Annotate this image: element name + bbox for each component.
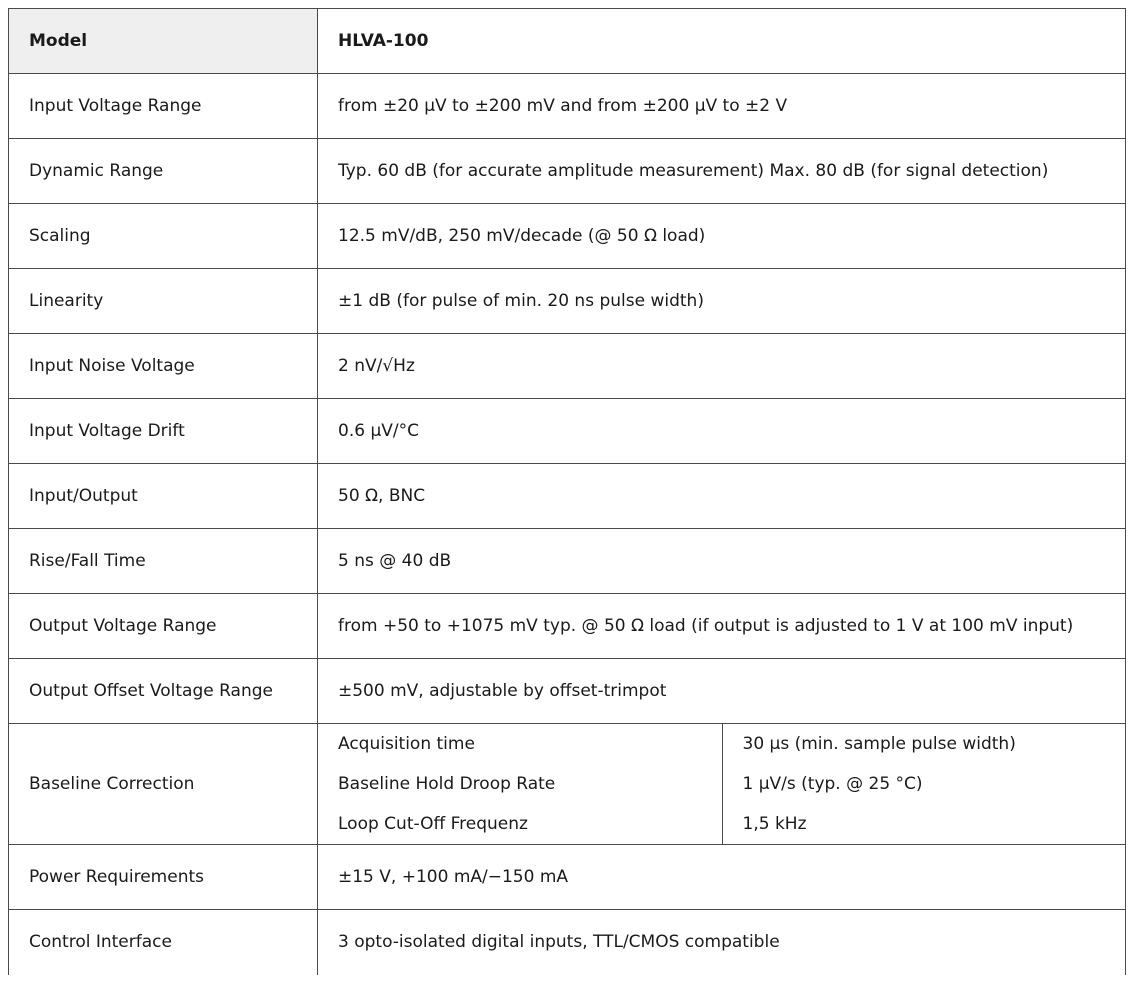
row-param: Input Voltage Range	[9, 74, 318, 139]
row-param: Input Voltage Drift	[9, 399, 318, 464]
table-row	[9, 845, 1126, 910]
row-value: 50 Ω, BNC	[318, 464, 1126, 529]
row-value: from +50 to +1075 mV typ. @ 50 Ω load (if output is adjusted to 1 V at 100 mV input)	[318, 594, 1126, 659]
spec-table	[8, 8, 1126, 975]
row-value: 5 ns @ 40 dB	[318, 529, 1126, 594]
row-value: 2 nV/√Hz	[318, 334, 1126, 399]
table-row	[9, 139, 1126, 204]
baseline-subtable	[318, 724, 1125, 844]
baseline-sub-label: Baseline Hold Droop Rate	[318, 764, 722, 804]
table-row	[9, 910, 1126, 975]
row-value: Typ. 60 dB (for accurate amplitude measurement) Max. 80 dB (for signal detection)	[318, 139, 1126, 204]
table-row	[9, 529, 1126, 594]
row-value: 0.6 µV/°C	[318, 399, 1126, 464]
row-value: ±15 V, +100 mA/−150 mA	[318, 845, 1126, 910]
header-model-cell: HLVA-100	[318, 9, 1126, 74]
baseline-sub-value: 1,5 kHz	[742, 814, 807, 834]
baseline-details	[318, 724, 1126, 845]
table-row	[9, 204, 1126, 269]
baseline-subrow	[318, 764, 1125, 804]
row-param: Control Interface	[9, 910, 318, 975]
row-value: from ±20 µV to ±200 mV and from ±200 µV to ±2 V	[318, 74, 1126, 139]
baseline-sub-value: 30 µs (min. sample pulse width)	[742, 734, 1016, 754]
table-row	[9, 74, 1126, 139]
row-value: 3 opto-isolated digital inputs, TTL/CMOS compatible	[318, 910, 1126, 975]
row-value: 12.5 mV/dB, 250 mV/decade (@ 50 Ω load)	[318, 204, 1126, 269]
baseline-param: Baseline Correction	[9, 724, 318, 845]
row-param: Linearity	[9, 269, 318, 334]
baseline-row	[9, 724, 1126, 845]
table-row	[9, 399, 1126, 464]
baseline-subrow	[318, 804, 1125, 844]
table-row	[9, 334, 1126, 399]
baseline-subrow	[318, 724, 1125, 764]
row-value: ±500 mV, adjustable by offset-trimpot	[318, 659, 1126, 724]
table-row	[9, 269, 1126, 334]
table-row	[9, 464, 1126, 529]
row-param: Output Voltage Range	[9, 594, 318, 659]
row-value: ±1 dB (for pulse of min. 20 ns pulse width)	[318, 269, 1126, 334]
row-param: Dynamic Range	[9, 139, 318, 204]
table-row	[9, 659, 1126, 724]
row-param: Output Offset Voltage Range	[9, 659, 318, 724]
row-param: Input/Output	[9, 464, 318, 529]
baseline-sub-value: 1 µV/s (typ. @ 25 °C)	[742, 774, 923, 794]
row-param: Input Noise Voltage	[9, 334, 318, 399]
row-param: Scaling	[9, 204, 318, 269]
baseline-sub-label: Acquisition time	[318, 724, 722, 764]
table-row	[9, 594, 1126, 659]
table-header-row	[9, 9, 1126, 74]
header-param-cell: Model	[9, 9, 318, 74]
row-param: Rise/Fall Time	[9, 529, 318, 594]
baseline-sub-label: Loop Cut-Off Frequenz	[318, 804, 722, 844]
row-param: Power Requirements	[9, 845, 318, 910]
